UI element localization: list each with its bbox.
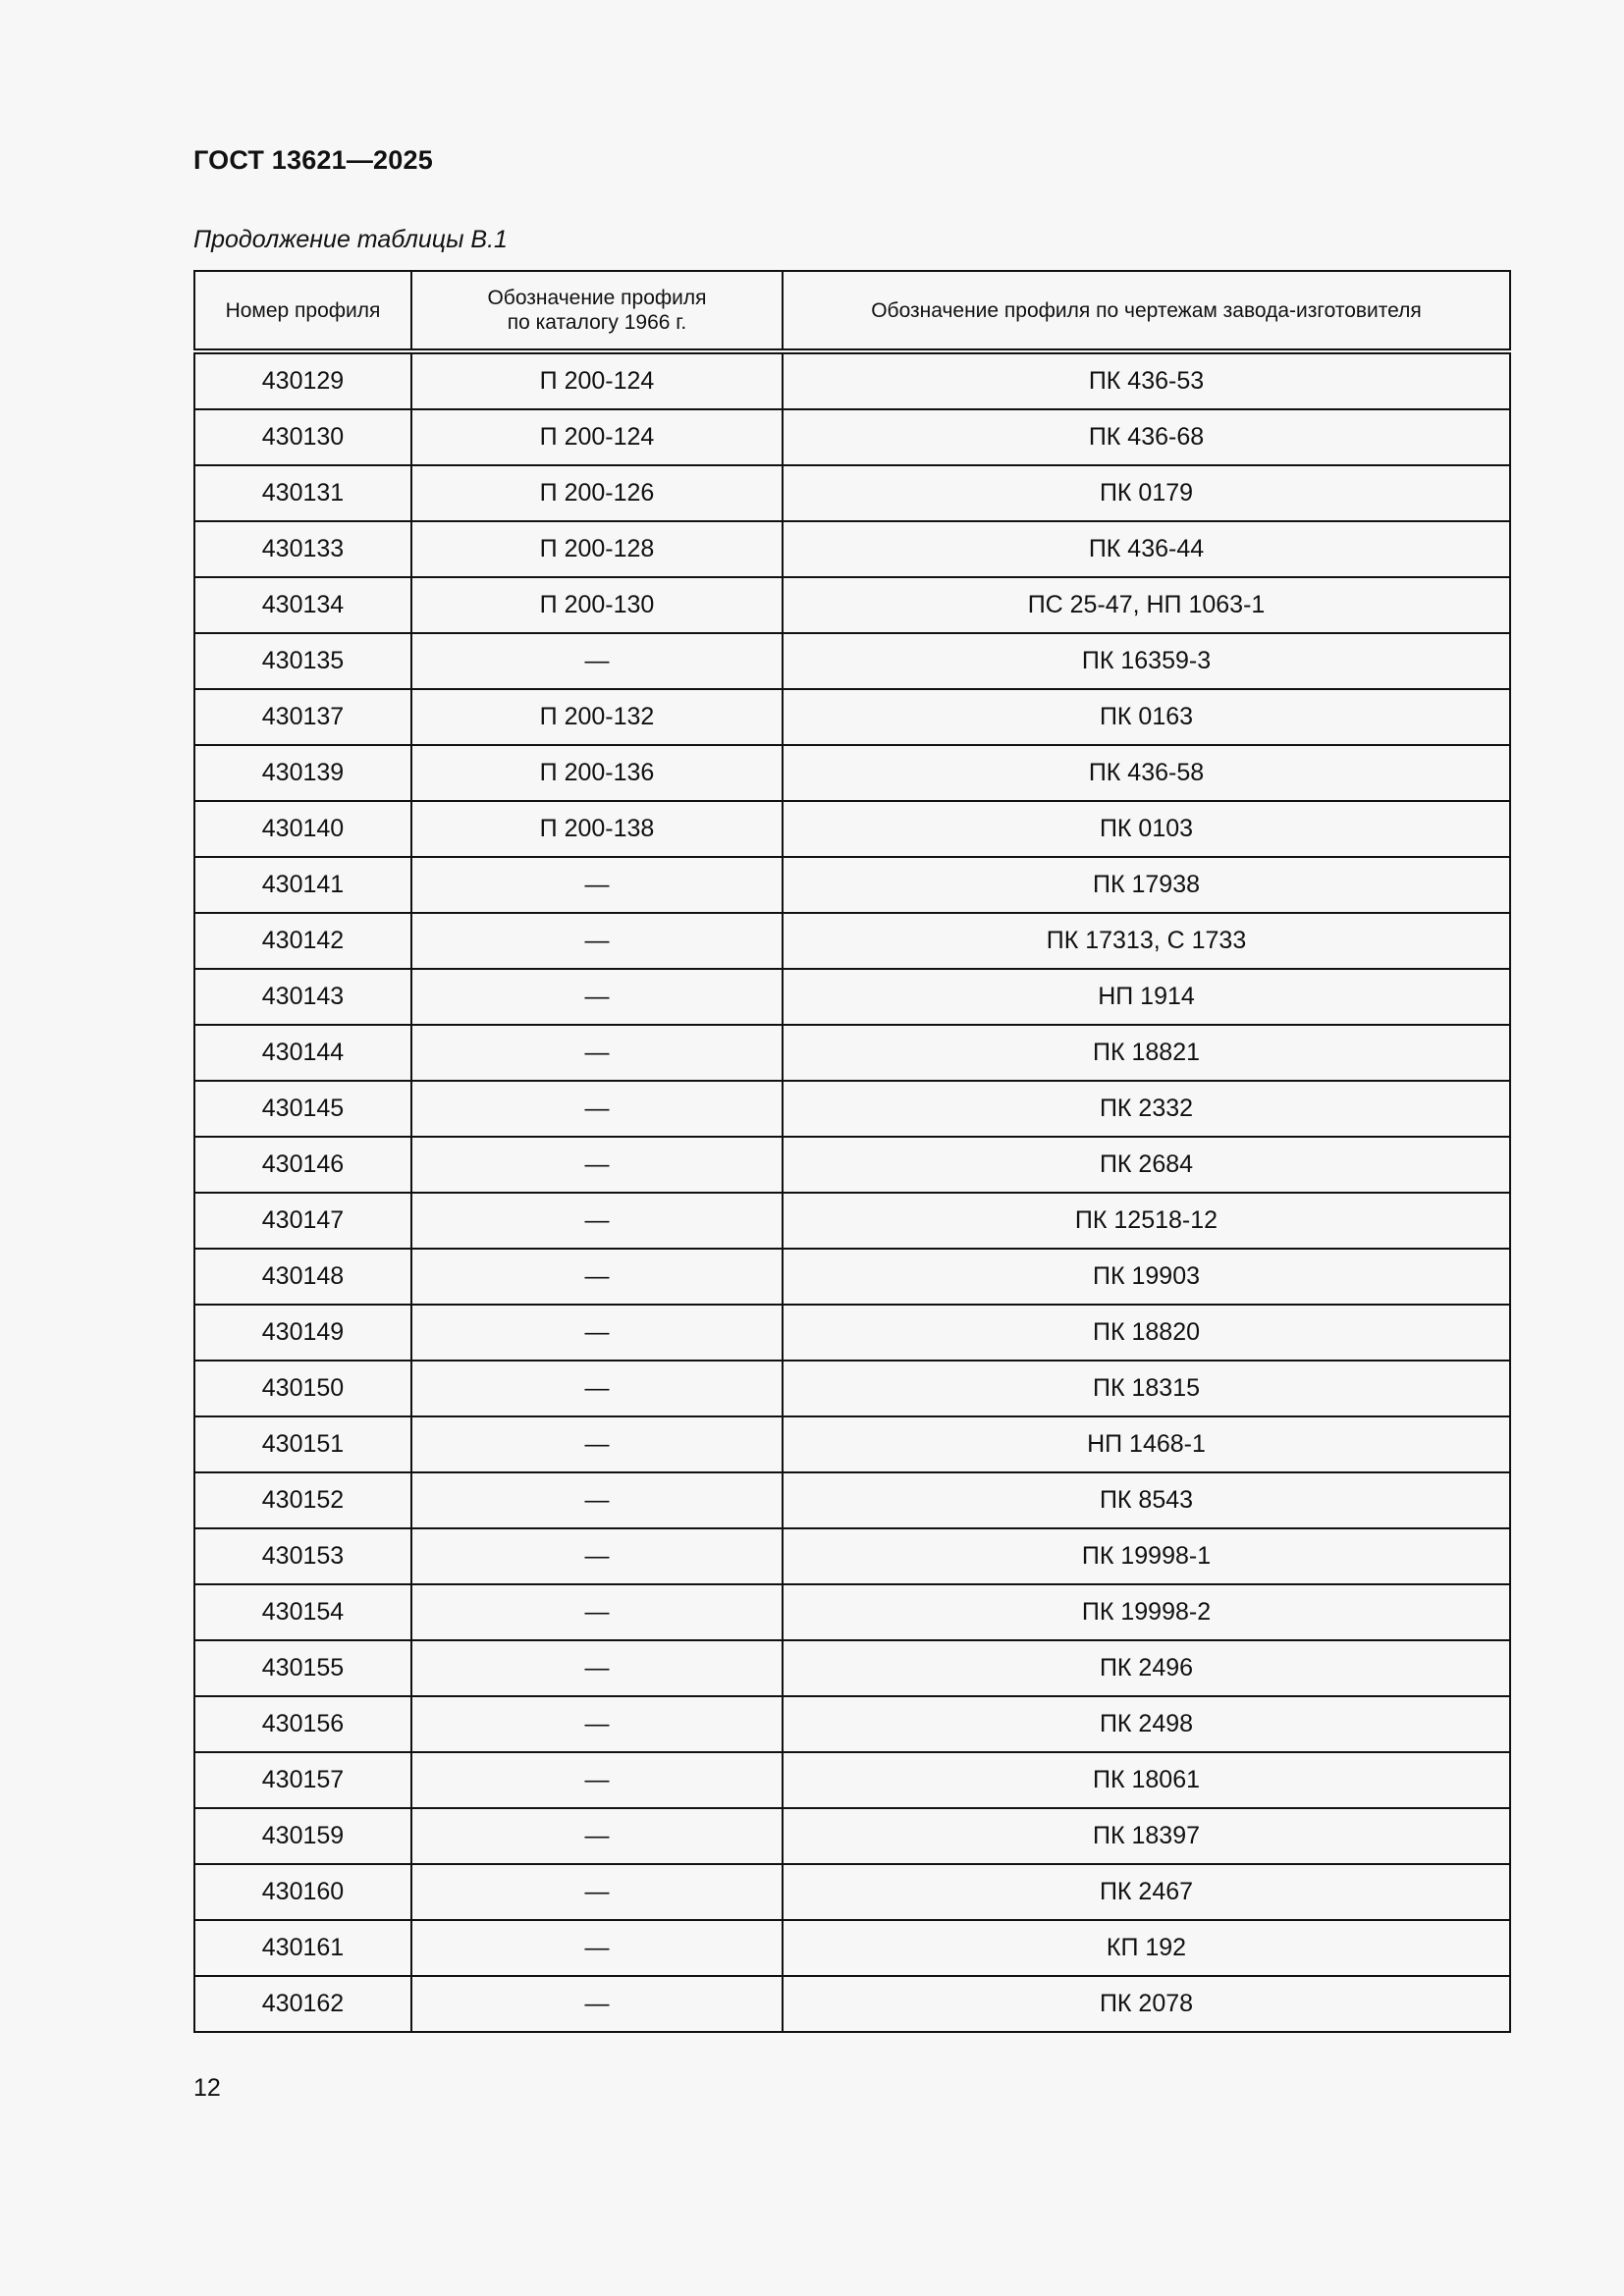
cell-catalog-designation: П 200-136 — [411, 745, 783, 801]
cell-catalog-designation: П 200-132 — [411, 689, 783, 745]
table-row — [194, 1584, 1510, 1640]
cell-drawing-designation: НП 1468-1 — [783, 1416, 1510, 1472]
cell-drawing-designation: ПК 16359-3 — [783, 633, 1510, 689]
profile-table-container — [193, 270, 1509, 2033]
profile-table — [193, 270, 1511, 2033]
cell-profile-number: 430146 — [194, 1137, 411, 1193]
page-number: 12 — [193, 2074, 221, 2102]
table-row — [194, 1472, 1510, 1528]
cell-catalog-designation: — — [411, 913, 783, 969]
table-row — [194, 1416, 1510, 1472]
cell-profile-number: 430156 — [194, 1696, 411, 1752]
cell-catalog-designation: — — [411, 1976, 783, 2032]
table-row — [194, 409, 1510, 465]
table-body — [194, 351, 1510, 2032]
table-row — [194, 1640, 1510, 1696]
table-row — [194, 745, 1510, 801]
cell-drawing-designation: ПК 2332 — [783, 1081, 1510, 1137]
table-caption: Продолжение таблицы В.1 — [193, 226, 508, 253]
cell-drawing-designation: ПК 12518-12 — [783, 1193, 1510, 1249]
cell-drawing-designation: ПК 2498 — [783, 1696, 1510, 1752]
cell-catalog-designation: — — [411, 1081, 783, 1137]
cell-drawing-designation: ПК 18061 — [783, 1752, 1510, 1808]
cell-drawing-designation: ПК 17313, С 1733 — [783, 913, 1510, 969]
cell-drawing-designation: ПК 2684 — [783, 1137, 1510, 1193]
cell-catalog-designation: — — [411, 1361, 783, 1416]
header-profile-number: Номер профиля — [194, 271, 411, 351]
cell-catalog-designation: П 200-130 — [411, 577, 783, 633]
table-row — [194, 1864, 1510, 1920]
header-catalog-line-2: по каталогу 1966 г. — [507, 311, 687, 334]
cell-drawing-designation: ПК 18821 — [783, 1025, 1510, 1081]
cell-drawing-designation: ПК 2078 — [783, 1976, 1510, 2032]
cell-drawing-designation: ПК 0103 — [783, 801, 1510, 857]
cell-catalog-designation: — — [411, 1752, 783, 1808]
table-row — [194, 1920, 1510, 1976]
cell-profile-number: 430161 — [194, 1920, 411, 1976]
cell-catalog-designation: — — [411, 1025, 783, 1081]
table-row — [194, 801, 1510, 857]
cell-profile-number: 430131 — [194, 465, 411, 521]
cell-catalog-designation: — — [411, 1584, 783, 1640]
cell-drawing-designation: ПК 0179 — [783, 465, 1510, 521]
cell-profile-number: 430144 — [194, 1025, 411, 1081]
table-row — [194, 351, 1510, 409]
cell-profile-number: 430143 — [194, 969, 411, 1025]
table-row — [194, 521, 1510, 577]
cell-profile-number: 430130 — [194, 409, 411, 465]
table-row — [194, 913, 1510, 969]
cell-profile-number: 430150 — [194, 1361, 411, 1416]
cell-profile-number: 430133 — [194, 521, 411, 577]
cell-drawing-designation: ПК 19998-1 — [783, 1528, 1510, 1584]
table-row — [194, 1025, 1510, 1081]
table-row — [194, 1976, 1510, 2032]
cell-profile-number: 430137 — [194, 689, 411, 745]
cell-catalog-designation: — — [411, 1808, 783, 1864]
cell-catalog-designation: П 200-124 — [411, 409, 783, 465]
cell-profile-number: 430155 — [194, 1640, 411, 1696]
table-row — [194, 1696, 1510, 1752]
cell-catalog-designation: П 200-128 — [411, 521, 783, 577]
cell-drawing-designation: ПК 18397 — [783, 1808, 1510, 1864]
cell-catalog-designation: — — [411, 1864, 783, 1920]
cell-catalog-designation: — — [411, 1528, 783, 1584]
cell-profile-number: 430129 — [194, 351, 411, 409]
cell-catalog-designation: П 200-126 — [411, 465, 783, 521]
cell-drawing-designation: ПК 19903 — [783, 1249, 1510, 1305]
cell-drawing-designation: ПС 25-47, НП 1063-1 — [783, 577, 1510, 633]
cell-drawing-designation: КП 192 — [783, 1920, 1510, 1976]
table-row — [194, 1193, 1510, 1249]
cell-profile-number: 430147 — [194, 1193, 411, 1249]
table-row — [194, 969, 1510, 1025]
table-row — [194, 689, 1510, 745]
header-catalog-designation — [411, 271, 783, 351]
cell-catalog-designation: — — [411, 1416, 783, 1472]
table-row — [194, 1361, 1510, 1416]
cell-drawing-designation: ПК 2496 — [783, 1640, 1510, 1696]
cell-drawing-designation: ПК 8543 — [783, 1472, 1510, 1528]
cell-profile-number: 430151 — [194, 1416, 411, 1472]
table-row — [194, 1137, 1510, 1193]
cell-profile-number: 430145 — [194, 1081, 411, 1137]
cell-drawing-designation: ПК 436-44 — [783, 521, 1510, 577]
cell-profile-number: 430140 — [194, 801, 411, 857]
cell-catalog-designation: — — [411, 1920, 783, 1976]
header-catalog-line-1: Обозначение профиля — [487, 287, 707, 309]
cell-profile-number: 430149 — [194, 1305, 411, 1361]
cell-profile-number: 430159 — [194, 1808, 411, 1864]
table-row — [194, 1249, 1510, 1305]
cell-catalog-designation: — — [411, 1696, 783, 1752]
cell-drawing-designation: ПК 2467 — [783, 1864, 1510, 1920]
document-standard-title: ГОСТ 13621—2025 — [193, 145, 433, 175]
cell-drawing-designation: НП 1914 — [783, 969, 1510, 1025]
cell-catalog-designation: — — [411, 969, 783, 1025]
cell-profile-number: 430157 — [194, 1752, 411, 1808]
cell-drawing-designation: ПК 17938 — [783, 857, 1510, 913]
cell-drawing-designation: ПК 436-58 — [783, 745, 1510, 801]
table-row — [194, 633, 1510, 689]
cell-profile-number: 430152 — [194, 1472, 411, 1528]
cell-drawing-designation: ПК 18315 — [783, 1361, 1510, 1416]
table-row — [194, 1528, 1510, 1584]
header-drawing-designation: Обозначение профиля по чертежам завода-изготовителя — [783, 271, 1510, 351]
cell-catalog-designation: — — [411, 1472, 783, 1528]
cell-catalog-designation: П 200-124 — [411, 351, 783, 409]
cell-catalog-designation: П 200-138 — [411, 801, 783, 857]
cell-profile-number: 430160 — [194, 1864, 411, 1920]
cell-drawing-designation: ПК 19998-2 — [783, 1584, 1510, 1640]
cell-profile-number: 430142 — [194, 913, 411, 969]
cell-profile-number: 430139 — [194, 745, 411, 801]
cell-catalog-designation: — — [411, 1640, 783, 1696]
table-row — [194, 857, 1510, 913]
cell-profile-number: 430153 — [194, 1528, 411, 1584]
table-row — [194, 1752, 1510, 1808]
cell-profile-number: 430134 — [194, 577, 411, 633]
cell-catalog-designation: — — [411, 1305, 783, 1361]
cell-profile-number: 430135 — [194, 633, 411, 689]
cell-catalog-designation: — — [411, 633, 783, 689]
cell-catalog-designation: — — [411, 857, 783, 913]
table-row — [194, 1081, 1510, 1137]
table-row — [194, 1808, 1510, 1864]
table-row — [194, 577, 1510, 633]
table-header-row — [194, 271, 1510, 351]
cell-profile-number: 430148 — [194, 1249, 411, 1305]
cell-drawing-designation: ПК 436-53 — [783, 351, 1510, 409]
cell-drawing-designation: ПК 0163 — [783, 689, 1510, 745]
cell-profile-number: 430162 — [194, 1976, 411, 2032]
cell-catalog-designation: — — [411, 1137, 783, 1193]
table-row — [194, 465, 1510, 521]
cell-drawing-designation: ПК 436-68 — [783, 409, 1510, 465]
table-row — [194, 1305, 1510, 1361]
cell-profile-number: 430141 — [194, 857, 411, 913]
cell-profile-number: 430154 — [194, 1584, 411, 1640]
cell-catalog-designation: — — [411, 1249, 783, 1305]
cell-drawing-designation: ПК 18820 — [783, 1305, 1510, 1361]
cell-catalog-designation: — — [411, 1193, 783, 1249]
